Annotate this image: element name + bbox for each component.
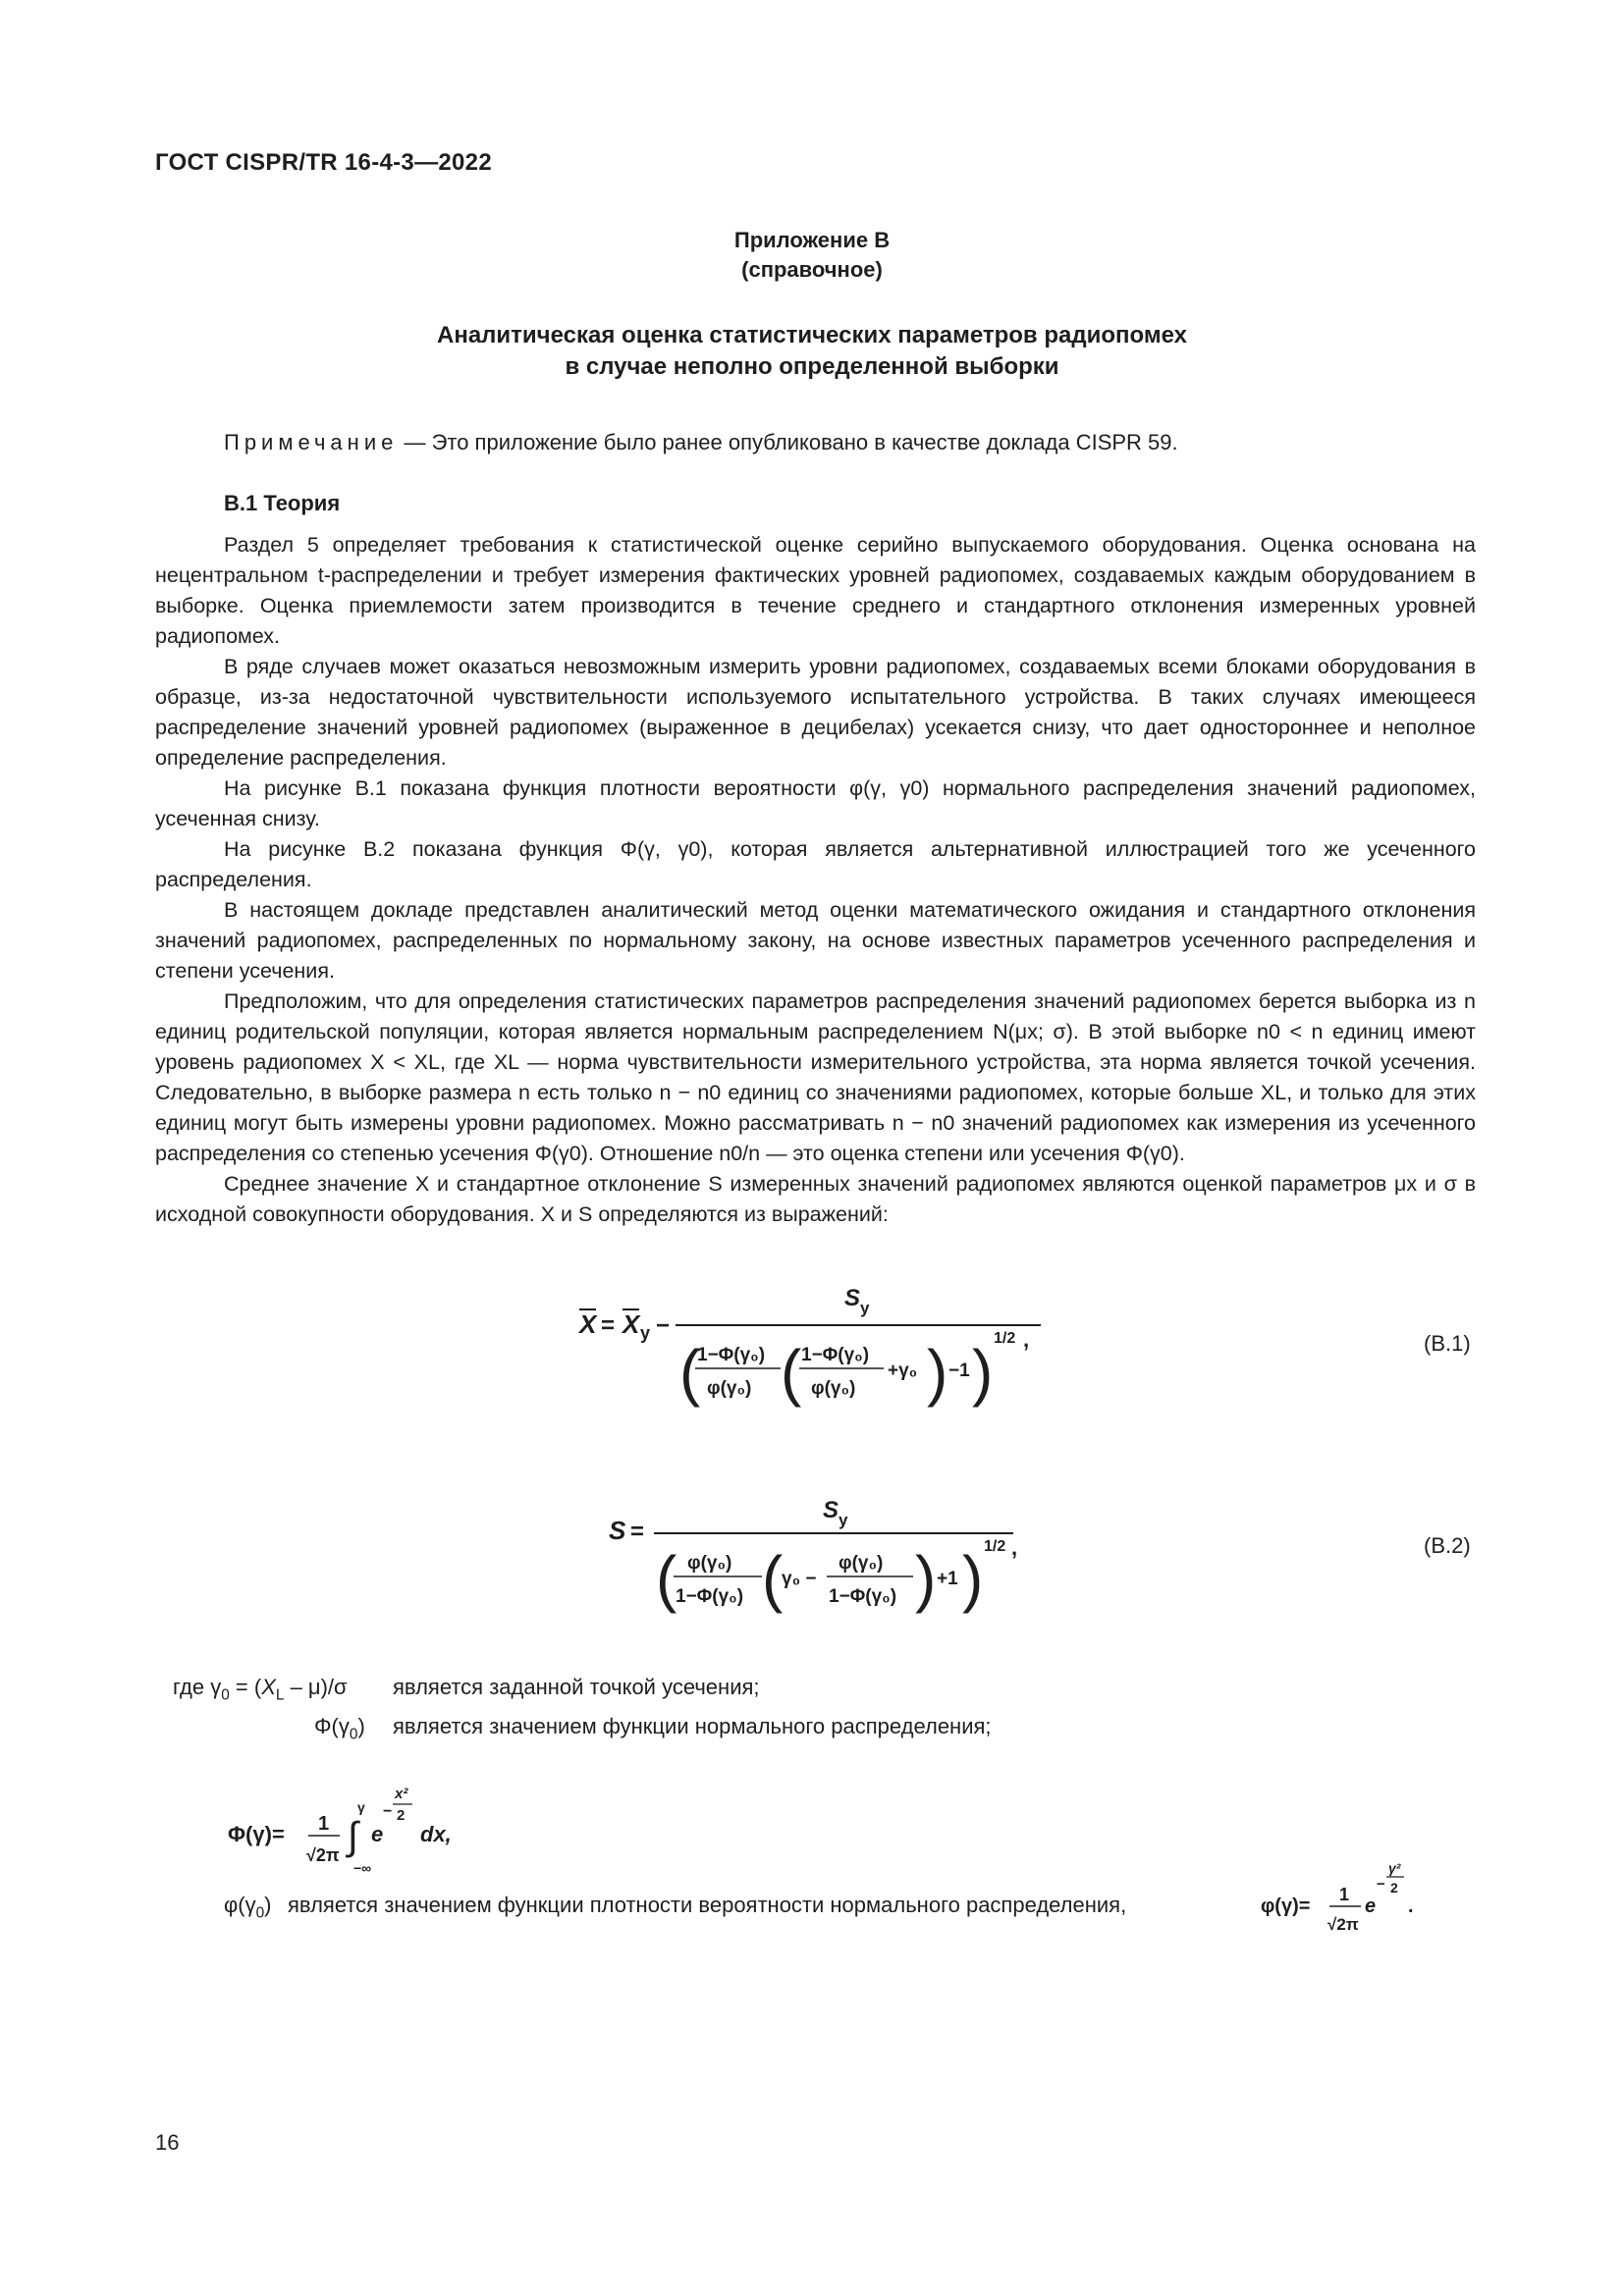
svg-text:φ(γ₀): φ(γ₀) <box>811 1378 856 1399</box>
section-title: В.1 Теория <box>224 491 341 515</box>
svg-text:√2π: √2π <box>1327 1915 1359 1934</box>
svg-text:√2π: √2π <box>306 1845 340 1865</box>
svg-text:−: − <box>383 1803 393 1820</box>
note <box>224 430 1178 455</box>
note-label: Примечание <box>224 430 399 454</box>
where-phi-definition: является значением функции плотности вероятности нормального распределения, <box>288 1893 1127 1917</box>
svg-text:1: 1 <box>1339 1885 1350 1904</box>
svg-text:+γ₀: +γ₀ <box>888 1361 918 1381</box>
svg-text:,: , <box>1011 1535 1018 1560</box>
where-gamma0-symbol: где $\gamma_0 = (X_L - \mu)/\sigma$ <box>173 1675 348 1704</box>
paragraph-1: Раздел 5 определяет требования к статистической оценке серийно выпускаемого оборудования. Оценка основана на нецентральном t-распределении и требует измерения фактических уровней радиопомех, создаваемых каждым оборудованием в выборке. Оценка приемлемости затем производится в течение среднего и стандартного отклонения измеренных уровней радиопомех. <box>155 533 1476 648</box>
svg-text:e: e <box>1365 1896 1377 1917</box>
svg-text:γ: γ <box>357 1799 365 1815</box>
equation-phi-density <box>1259 1855 1455 1934</box>
svg-text:1/2: 1/2 <box>984 1538 1006 1555</box>
where-phi-symbol: $\varphi(\gamma_0)$ <box>224 1893 272 1922</box>
equation-phi-integral <box>224 1767 518 1885</box>
svg-text:φ(γ₀): φ(γ₀) <box>707 1378 752 1399</box>
note-text: — Это приложение было ранее опубликовано в качестве доклада CISPR 59. <box>398 430 1178 454</box>
svg-text:−∞: −∞ <box>353 1860 372 1876</box>
document-header: ГОСТ CISPR/TR 16-4-3—2022 <box>155 149 492 176</box>
paragraph-3: На рисунке В.1 показана функция плотности вероятности φ(γ, γ0) нормального распределения значений радиопомех, усеченная снизу. <box>155 776 1476 830</box>
paragraph-7: Среднее значение X и стандартное отклонение S измеренных значений радиопомех являются оценкой параметров μx и σ в исходной совокупности оборудования. X и S определяются из выражений: <box>155 1172 1476 1226</box>
svg-text:): ) <box>927 1337 948 1408</box>
equation-b1-label: (В.1) <box>1424 1331 1471 1356</box>
svg-text:γ²: γ² <box>1388 1860 1401 1876</box>
svg-text:−: − <box>656 1312 671 1339</box>
svg-text:∫: ∫ <box>348 1815 358 1858</box>
svg-text:+1: +1 <box>937 1569 958 1589</box>
svg-text:=: = <box>601 1312 616 1339</box>
svg-text:1/2: 1/2 <box>994 1330 1016 1347</box>
svg-text:): ) <box>915 1543 937 1614</box>
svg-text:S: S <box>823 1497 839 1523</box>
svg-text:(: ( <box>679 1337 701 1408</box>
annex-heading-line1: Аналитическая оценка статистических параметров радиопомех <box>437 322 1187 348</box>
annex-heading-line2: в случае неполно определенной выборки <box>565 353 1059 380</box>
svg-text:y: y <box>860 1299 870 1317</box>
svg-text:φ(γ₀): φ(γ₀) <box>839 1553 884 1574</box>
equation-b2-label: (В.2) <box>1424 1533 1471 1558</box>
svg-text:−: − <box>1377 1876 1385 1893</box>
svg-text:1−Φ(γ₀): 1−Φ(γ₀) <box>676 1586 744 1607</box>
paragraph-6: Предположим, что для определения статистических параметров распределения значений радиопомех берется выборка из n единиц родительской популяции, которая является нормальным распределением N(μx; σ). В этой выборке n0 < n единиц имеют уровень радиопомех X < XL, где XL — норма чувствительности измерительного устройства, эта норма является точкой усечения. Следовательно, в выборке размера n есть только n − n0 единиц со значениями радиопомех, которые больше XL, и только для этих единиц могут быть измерены уровни радиопомех. Можно рассматривать n − n0 значений радиопомех как измерения из усеченного распределения со степенью усечения Φ(γ0). Отношение n0/n — это оценка степени или усечения Φ(γ0). <box>155 989 1476 1165</box>
paragraph-5: В настоящем докладе представлен аналитический метод оценки математического ожидания и стандартного отклонения значений радиопомех, распределенных по нормальному закону, на основе известных параметров усеченного распределения и степени усечения. <box>155 898 1476 983</box>
svg-text:e: e <box>371 1822 384 1846</box>
svg-text:): ) <box>972 1337 994 1408</box>
equation-b1 <box>569 1276 1080 1423</box>
svg-text:γ₀ −: γ₀ − <box>782 1569 817 1589</box>
annex-title: Приложение В <box>733 228 891 252</box>
svg-text:φ(γ)=: φ(γ)= <box>1261 1896 1311 1917</box>
svg-text:φ(γ₀): φ(γ₀) <box>687 1553 732 1574</box>
svg-text:S: S <box>609 1516 626 1545</box>
svg-text:y: y <box>640 1323 651 1343</box>
svg-text:(: ( <box>781 1337 802 1408</box>
svg-text:,: , <box>1023 1327 1030 1352</box>
where-Phi-definition: является значением функции нормального распределения; <box>393 1714 992 1738</box>
svg-text:2: 2 <box>1390 1880 1398 1896</box>
svg-text:X: X <box>579 1309 597 1339</box>
page-number: 16 <box>155 2130 180 2155</box>
svg-text:1−Φ(γ₀): 1−Φ(γ₀) <box>829 1586 897 1607</box>
where-gamma0-definition: является заданной точкой усечения; <box>393 1675 760 1699</box>
svg-text:−1: −1 <box>948 1361 970 1381</box>
svg-text:2: 2 <box>397 1807 406 1824</box>
svg-text:): ) <box>962 1543 984 1614</box>
svg-text:1−Φ(γ₀): 1−Φ(γ₀) <box>801 1345 870 1365</box>
svg-text:.: . <box>1408 1896 1414 1917</box>
svg-text:Φ(γ)=: Φ(γ)= <box>228 1822 285 1846</box>
where-Phi-symbol: $\Phi(\gamma_0)$ <box>314 1714 365 1743</box>
equation-b2 <box>599 1490 1051 1628</box>
svg-text:y: y <box>839 1511 848 1529</box>
paragraph-2: В ряде случаев может оказаться невозможным измерить уровни радиопомех, создаваемых всеми блоками оборудования в образце, из-за недостаточной чувствительности используемого испытательного устройства. В таких случаях имеющееся распределение значений уровней радиопомех (выраженное в децибелах) усекается снизу, что дает одностороннее и неполное определение распределения. <box>155 655 1476 770</box>
svg-text:S: S <box>844 1285 861 1311</box>
svg-text:(: ( <box>762 1543 784 1614</box>
svg-text:X: X <box>623 1309 640 1339</box>
paragraph-4: На рисунке В.2 показана функция Φ(γ, γ0), которая является альтернативной иллюстрацией того же усеченного распределения. <box>155 837 1476 891</box>
annex-type: (справочное) <box>741 257 883 282</box>
svg-text:x²: x² <box>395 1786 408 1802</box>
svg-text:=: = <box>630 1519 645 1545</box>
body-text <box>155 530 1476 1230</box>
svg-text:(: ( <box>656 1543 677 1614</box>
svg-text:dx,: dx, <box>420 1822 452 1846</box>
svg-text:1−Φ(γ₀): 1−Φ(γ₀) <box>697 1345 766 1365</box>
svg-text:1: 1 <box>318 1813 330 1835</box>
